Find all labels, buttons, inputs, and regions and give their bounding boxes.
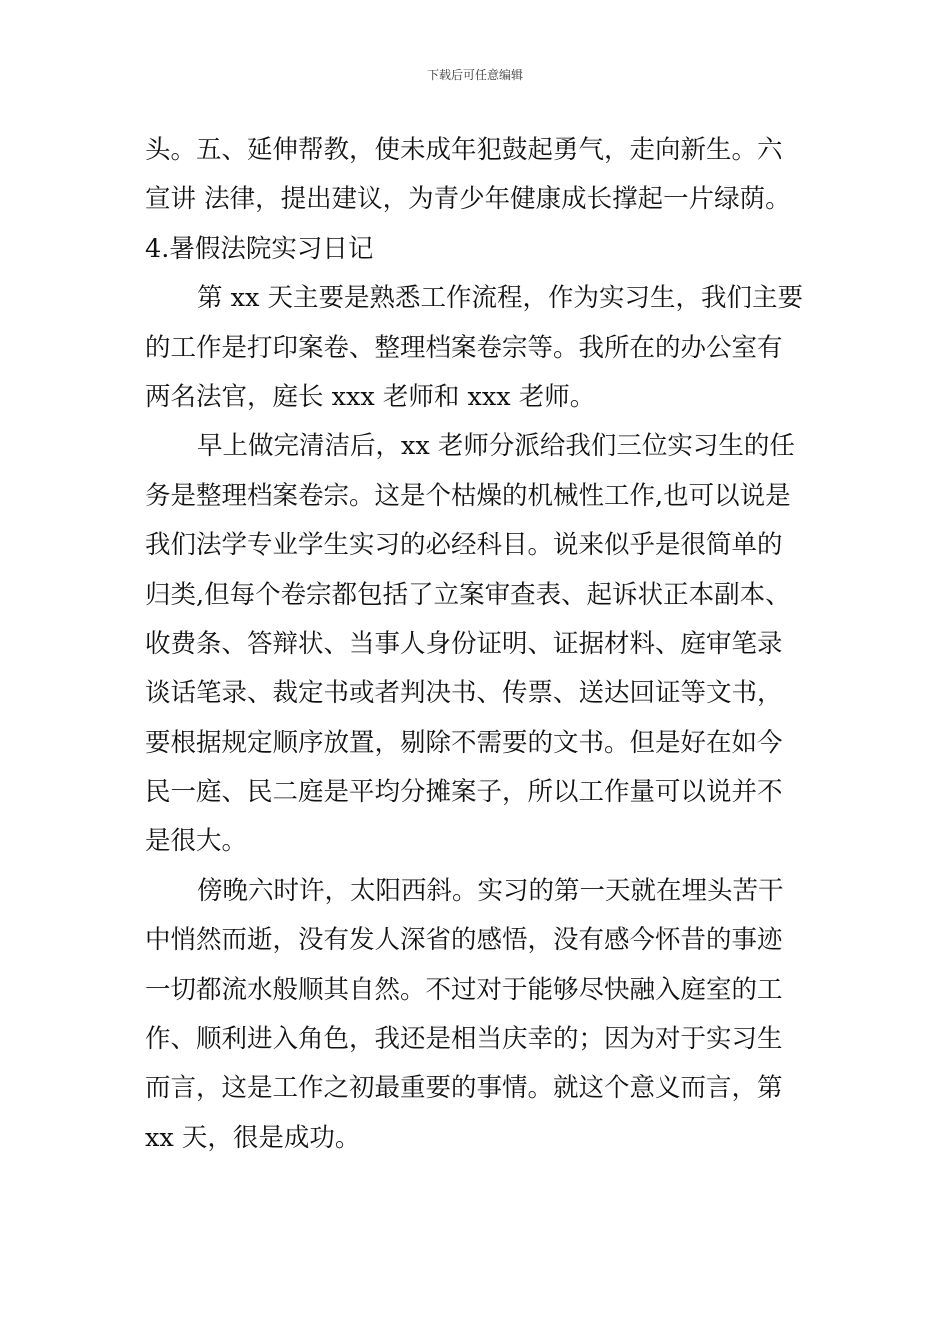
text-line: 民一庭、民二庭是平均分摊案子，所以工作量可以说并不 [145, 777, 783, 808]
text-line: 是很大。 [145, 826, 248, 857]
text-line: 头。五、延伸帮教，使未成年犯鼓起勇气，走向新生。六 [145, 135, 783, 165]
text-line: 早上做完清洁后，xx 老师分派给我们三位实习生的任 [197, 431, 795, 462]
text-line: 要根据规定顺序放置，剔除不需要的文书。但是好在如今 [145, 727, 783, 758]
text-line: 的工作是打印案卷、整理档案卷宗等。我所在的办公室有 [145, 332, 783, 363]
text-line: 傍晚六时许，太阳西斜。实习的第一天就在埋头苦干 [197, 875, 784, 906]
text-line: 归类,但每个卷宗都包括了立案审查表、起诉状正本副本、 [145, 579, 791, 610]
document-body [145, 126, 809, 1163]
text-line: 作、顺利进入角色，我还是相当庆幸的；因为对于实习生 [145, 1024, 783, 1055]
text-line: 收费条、答辩状、当事人身份证明、证据材料、庭审笔录 [145, 628, 783, 659]
text-line: 宣讲 法律，提出建议，为青少年健康成长撑起一片绿荫。 [145, 184, 791, 215]
page-header: 下载后可任意编辑 [426, 68, 523, 82]
text-line: 一切都流水般顺其自然。不过对于能够尽快融入庭室的工 [145, 974, 783, 1005]
text-line: 而言，这是工作之初最重要的事情。就这个意义而言，第 [145, 1073, 783, 1104]
text-line: 我们法学专业学生实习的必经科目。说来似乎是很简单的 [145, 530, 783, 561]
text-line: 中悄然而逝，没有发人深省的感悟，没有感今怀昔的事迹 [145, 925, 783, 956]
text-line: 第 xx 天主要是熟悉工作流程，作为实习生，我们主要 [197, 283, 803, 314]
text-line: 两名法官，庭长 xxx 老师和 xxx 老师。 [145, 381, 596, 412]
text-line: xx 天，很是成功。 [145, 1122, 361, 1153]
text-line: 务是整理档案卷宗。这是个枯燥的机械性工作,也可以说是 [145, 480, 791, 511]
text-line: 4.暑假法院实习日记 [145, 233, 374, 264]
text-line: 谈话笔录、裁定书或者判决书、传票、送达回证等文书， [145, 678, 783, 709]
